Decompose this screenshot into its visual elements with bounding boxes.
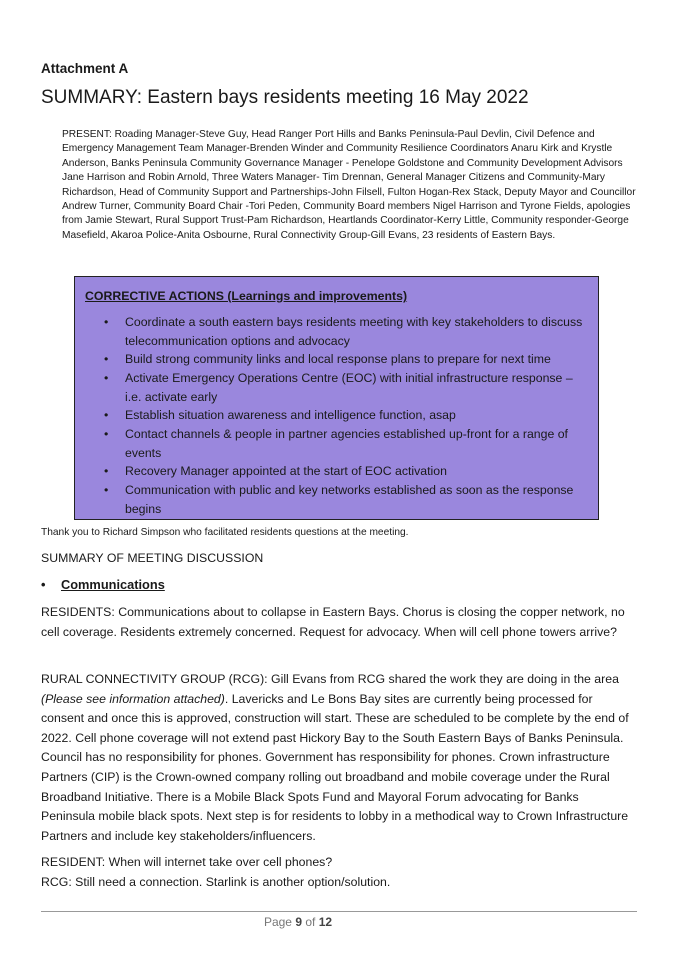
corrective-actions-list xyxy=(85,313,586,518)
page-number: 9 xyxy=(295,915,302,929)
list-item-text: Activate Emergency Operations Centre (EOC) with initial infrastructure response – i.e. activate early xyxy=(125,371,573,404)
corrective-actions-heading: CORRECTIVE ACTIONS (Learnings and improvements) xyxy=(85,289,408,303)
residents-paragraph: RESIDENTS: Communications about to collapse in Eastern Bays. Chorus is closing the copper network, no cell coverage. Residents extremely concerned. Request for advocacy. When will cell phone towers arrive? xyxy=(41,605,625,639)
section-title: Communications xyxy=(61,577,165,592)
list-item xyxy=(85,425,586,462)
bullet-icon: • xyxy=(104,315,109,329)
list-item-text: Build strong community links and local response plans to prepare for next time xyxy=(125,352,551,367)
rcg-attachment-note: (Please see information attached) xyxy=(41,691,225,706)
bullet-icon: • xyxy=(104,427,109,442)
list-item-text: Establish situation awareness and intelligence function, asap xyxy=(125,408,456,423)
bullet-icon: • xyxy=(104,408,109,423)
qa-paragraph xyxy=(41,853,633,892)
total-pages: 12 xyxy=(318,915,333,929)
page-word: Page xyxy=(263,915,292,929)
page-title: SUMMARY: Eastern bays residents meeting 16 May 2022 xyxy=(41,87,529,108)
summary-heading: SUMMARY OF MEETING DISCUSSION xyxy=(41,551,264,565)
rcg-answer: RCG: Still need a connection. Starlink is another option/solution. xyxy=(41,874,391,889)
bullet-icon: • xyxy=(104,483,109,498)
list-item-text: Communication with public and key networks established as soon as the response begins xyxy=(125,483,574,516)
rcg-text-rest: . Lavericks and Le Bons Bay sites are currently being processed for consent and once this is approved, construction will start. These are scheduled to be complete by the end of 2022. Cell phone coverage will not extend past Hickory Bay to the South Eastern Bays of Banks Peninsula. Council has no responsibility for phones. Government has responsibility for phones. Crown infrastructure Partners (CIP) is the Crown-owned company rolling out broadband and mobile coverage under the Rural Broadband Initiative. There is a Mobile Black Spots Fund and Mayoral Forum advocating for Banks Peninsula mobile black spots. Next step is for residents to lobby in a methodical way to Crown Infrastructure Partners and include key stakeholders/influencers. xyxy=(41,691,629,843)
list-item xyxy=(85,481,586,518)
resident-question: RESIDENT: When will internet take over cell phones? xyxy=(41,855,333,869)
list-item xyxy=(85,406,586,425)
footer-divider xyxy=(41,911,637,912)
corrective-actions-box xyxy=(74,276,599,520)
list-item xyxy=(85,369,586,406)
bullet-icon: • xyxy=(104,464,109,479)
bullet-icon: • xyxy=(41,577,46,592)
list-item-text: Recovery Manager appointed at the start of EOC activation xyxy=(125,464,447,479)
rcg-text-start: RURAL CONNECTIVITY GROUP (RCG): Gill Evans from RCG shared the work they are doing in the area xyxy=(41,672,619,686)
list-item-text: Contact channels & people in partner agencies established up-front for a range of events xyxy=(125,427,568,460)
list-item xyxy=(85,350,586,369)
thanks-note: Thank you to Richard Simpson who facilitated residents questions at the meeting. xyxy=(41,527,409,538)
bullet-icon: • xyxy=(104,371,109,386)
rcg-paragraph xyxy=(41,670,633,846)
present-attendees: PRESENT: Roading Manager-Steve Guy, Head Ranger Port Hills and Banks Peninsula-Paul Devlin, Civil Defence and Emergency Management Team Manager-Brenden Winder and Community Resilience Coordinators Anaru Kirk and Krystle Anderson, Banks Peninsula Community Governance Manager - Penelope Goldstone and Community Development Advisors Jane Harrison and Robin Arnold, Three Waters Manager- Tim Drennan, General Manager Citizens and Community-Mary Richardson, Head of Community Support and Partnerships-John Filsell, Fulton Hogan-Rex Stack, Deputy Mayor and Councillor Andrew Turner, Community Board Chair -Tori Peden, Community Board members Nigel Harrison and Tyrone Fields, apologies from Jamie Stewart, Rural Support Trust-Pam Richardson, Heartlands Coordinator-Kerry Little, Community responder-George Masefield, Akaroa Police-Anita Osbourne, Rural Connectivity Group-Gill Evans, 23 residents of Eastern Bays. xyxy=(62,129,636,241)
attachment-label: Attachment A xyxy=(41,61,129,76)
list-item xyxy=(85,462,586,481)
page-footer xyxy=(0,915,596,929)
of-word: of xyxy=(305,915,316,929)
list-item-text: Coordinate a south eastern bays residents meeting with key stakeholders to discuss telecommunication options and advocacy xyxy=(125,315,583,348)
list-item xyxy=(85,313,586,350)
bullet-icon: • xyxy=(104,352,109,367)
section-heading-communications xyxy=(41,577,165,592)
